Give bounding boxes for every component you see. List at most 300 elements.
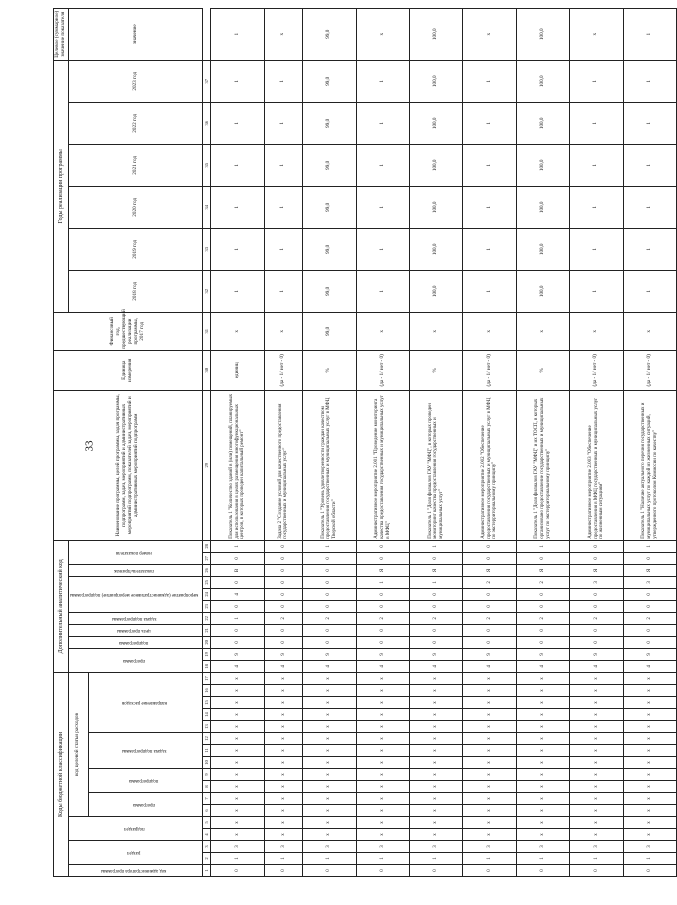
row-year-value: 99,0 [303, 186, 356, 228]
code-cell: x [211, 685, 264, 697]
code-cell: 1 [409, 540, 462, 552]
code-cell: x [264, 709, 302, 721]
code-cell: x [356, 805, 409, 817]
row-name: Показатель 1 "Уровень удовлетворенности граждан качеством предоставления государственных и муниципальных услуг в МФЦ Тверской области" [303, 390, 356, 540]
code-cell: x [211, 781, 264, 793]
code-cell: x [570, 817, 623, 829]
code-cell: 0 [570, 865, 623, 877]
header-year-2022: 2022 год [68, 102, 202, 144]
code-cell: 1 [516, 853, 569, 865]
column-number: 21 [203, 624, 211, 636]
code-cell: x [463, 769, 516, 781]
column-number: 29 [203, 390, 211, 540]
code-cell: x [623, 805, 677, 817]
row-unit: (да - 1/ нет - 0) [570, 350, 623, 390]
column-number: 23 [203, 600, 211, 612]
row-unit: % [516, 350, 569, 390]
code-cell: x [463, 672, 516, 684]
row-year-value: 1 [264, 186, 302, 228]
column-number: 18 [203, 660, 211, 672]
code-cell: x [303, 757, 356, 769]
code-cell: x [570, 745, 623, 757]
code-cell: 1 [356, 576, 409, 588]
code-cell: 1 [463, 853, 516, 865]
column-number: 24 [203, 588, 211, 600]
code-cell: 0 [516, 552, 569, 564]
code-cell: 9 [211, 648, 264, 660]
code-cell: 3 [516, 841, 569, 853]
header-fin-2017: Финансовый год, предшествующий реализации программы, 2017 год [54, 312, 203, 350]
code-cell: x [356, 685, 409, 697]
code-cell: 0 [303, 576, 356, 588]
row-unit: (да - 1/ нет - 0) [356, 350, 409, 390]
column-number: 1 [203, 865, 211, 877]
row-year-value: 100,0 [516, 270, 569, 312]
code-cell: 2 [264, 612, 302, 624]
row-unit: (да - 1/ нет - 0) [463, 350, 516, 390]
row-year-value: 100,0 [516, 228, 569, 270]
column-number: 31 [203, 312, 211, 350]
row-year-value: 1 [211, 228, 264, 270]
row-unit: единиц [211, 350, 264, 390]
code-cell: x [264, 793, 302, 805]
row-year-value: 100,0 [409, 270, 462, 312]
code-cell: 4 [264, 660, 302, 672]
column-number: 25 [203, 576, 211, 588]
code-cell: 0 [463, 624, 516, 636]
header-section [68, 841, 202, 865]
code-cell: Я [463, 564, 516, 576]
code-cell: 0 [303, 636, 356, 648]
code-cell: 0 [264, 576, 302, 588]
code-cell: 0 [264, 540, 302, 552]
code-cell: 1 [623, 540, 677, 552]
row-year-value: 100,0 [409, 144, 462, 186]
code-cell: x [303, 709, 356, 721]
code-cell: 0 [303, 865, 356, 877]
code-cell: x [409, 829, 462, 841]
code-cell: x [570, 805, 623, 817]
header-task-sub [88, 733, 202, 769]
row-year-value: 1 [623, 186, 677, 228]
row-year-value: 1 [356, 186, 409, 228]
code-cell: В [211, 564, 264, 576]
code-cell: 0 [303, 600, 356, 612]
code-cell: x [570, 721, 623, 733]
code-cell: 1 [264, 853, 302, 865]
row-unit: % [409, 350, 462, 390]
code-cell: x [463, 805, 516, 817]
code-cell: x [463, 793, 516, 805]
code-cell: 0 [463, 865, 516, 877]
code-cell: x [516, 745, 569, 757]
code-cell: 4 [570, 660, 623, 672]
code-cell: 1 [623, 853, 677, 865]
code-cell: 0 [356, 588, 409, 600]
code-cell: 0 [356, 636, 409, 648]
code-cell: x [463, 709, 516, 721]
row-year-value: 1 [356, 270, 409, 312]
code-cell: 0 [211, 552, 264, 564]
header-target-value: Целевое (суммарное) значение показателя [54, 8, 69, 60]
code-cell: x [516, 769, 569, 781]
row-year-value: 1 [623, 60, 677, 102]
code-cell: x [623, 781, 677, 793]
code-cell: x [211, 745, 264, 757]
code-cell: x [463, 697, 516, 709]
table-row [409, 8, 462, 876]
table-row [264, 8, 302, 876]
code-cell: x [463, 781, 516, 793]
code-cell: x [409, 769, 462, 781]
code-cell: x [570, 769, 623, 781]
column-number: 12 [203, 733, 211, 745]
row-year-value: 1 [211, 102, 264, 144]
column-number: 2 [203, 853, 211, 865]
code-cell: 0 [623, 588, 677, 600]
program-table [53, 8, 677, 877]
code-cell: 0 [623, 600, 677, 612]
column-number: 9 [203, 769, 211, 781]
row-year-value: 1 [264, 228, 302, 270]
header-direction-label: направление расходов [121, 700, 167, 706]
row-year-value: 1 [570, 186, 623, 228]
code-cell: x [356, 745, 409, 757]
code-cell: x [463, 817, 516, 829]
code-cell: 0 [463, 540, 516, 552]
code-cell: 0 [264, 624, 302, 636]
code-cell: x [211, 757, 264, 769]
code-cell: x [463, 685, 516, 697]
code-cell: x [409, 805, 462, 817]
code-cell: 0 [356, 552, 409, 564]
code-cell: x [264, 817, 302, 829]
table-row [356, 8, 409, 876]
code-cell: x [356, 817, 409, 829]
code-cell: x [303, 769, 356, 781]
code-cell: x [356, 757, 409, 769]
code-cell: 1 [409, 853, 462, 865]
column-number: 11 [203, 745, 211, 757]
row-name: Показатель 1 "Доля филиалов ГАУ "МФЦ", в которых проведен мониторинг качества предоставления государственных и муниципальных услуг" [409, 390, 462, 540]
table-row [516, 8, 569, 876]
code-cell: x [623, 721, 677, 733]
code-cell: x [356, 793, 409, 805]
header-task-sub-label: задача подпрограммы [121, 748, 167, 754]
code-cell: x [463, 745, 516, 757]
code-cell: 1 [409, 576, 462, 588]
row-target: x [570, 8, 623, 60]
row-fin-2017: x [516, 312, 569, 350]
code-cell: 2 [570, 612, 623, 624]
table-row [303, 8, 356, 876]
header-subprogram [88, 769, 202, 793]
rotated-table-wrapper [53, 10, 658, 877]
header-an-program [68, 648, 202, 672]
code-cell: 4 [211, 660, 264, 672]
code-cell: x [623, 793, 677, 805]
header-program-label: программа [133, 802, 156, 808]
row-name: Административное мероприятие 2.001 "Проведение мониторинга качества предоставления государственных и муниципальных услуг в МФЦ" [356, 390, 409, 540]
row-target: 100,0 [516, 8, 569, 60]
row-year-value: 1 [211, 270, 264, 312]
code-cell: x [409, 697, 462, 709]
column-number: 13 [203, 721, 211, 733]
code-cell: x [516, 829, 569, 841]
row-unit: (да - 1/ нет - 0) [623, 350, 677, 390]
code-cell: x [463, 721, 516, 733]
column-number-row [203, 8, 211, 876]
header-program [88, 793, 202, 817]
column-number: 35 [203, 144, 211, 186]
code-cell: x [516, 781, 569, 793]
code-cell: x [211, 805, 264, 817]
code-cell: x [356, 781, 409, 793]
row-name: Показатель 1 "Доля филиалов ГАУ "МФЦ" и их ТОСП, в которых организовано предоставление государственных и муниципальных услуг по экстерриториальному принципу" [516, 390, 569, 540]
code-cell: 4 [409, 660, 462, 672]
code-cell: 0 [303, 564, 356, 576]
row-target: x [264, 8, 302, 60]
header-section-label: раздел [127, 850, 141, 856]
row-target: 100,0 [409, 8, 462, 60]
code-cell: 4 [516, 660, 569, 672]
code-cell: 3 [570, 576, 623, 588]
code-cell: x [303, 793, 356, 805]
table-body [211, 8, 677, 876]
code-cell: 0 [516, 588, 569, 600]
row-year-value: 1 [211, 60, 264, 102]
code-cell: 1 [303, 853, 356, 865]
column-number: 20 [203, 636, 211, 648]
code-cell: 1 [516, 540, 569, 552]
code-cell: x [516, 697, 569, 709]
row-unit: % [303, 350, 356, 390]
code-cell: 0 [623, 552, 677, 564]
row-year-value: 1 [570, 60, 623, 102]
row-year-value: 99,0 [303, 102, 356, 144]
column-number: 8 [203, 781, 211, 793]
code-cell: 4 [463, 660, 516, 672]
header-an-program-label: программа [123, 658, 146, 664]
header-admin-code-label: код администратора программы [101, 868, 167, 874]
code-cell: Я [356, 564, 409, 576]
code-cell: x [516, 733, 569, 745]
header-an-goal-label: цель программы [117, 628, 151, 634]
code-cell: x [211, 672, 264, 684]
header-year-2018: 2018 год [68, 270, 202, 312]
row-year-value: 1 [356, 102, 409, 144]
row-year-value: 1 [356, 60, 409, 102]
code-cell: 2 [516, 576, 569, 588]
row-year-value: 1 [264, 144, 302, 186]
code-cell: x [463, 757, 516, 769]
row-year-value: 1 [623, 270, 677, 312]
header-an-measure [68, 576, 202, 612]
header-year-2020: 2020 год [68, 186, 202, 228]
code-cell: 3 [623, 576, 677, 588]
code-cell: x [570, 781, 623, 793]
code-cell: x [211, 793, 264, 805]
column-number: 28 [203, 540, 211, 552]
column-number: 32 [203, 270, 211, 312]
code-cell: 3 [211, 841, 264, 853]
row-year-value: 100,0 [516, 102, 569, 144]
code-cell: x [409, 793, 462, 805]
code-cell: x [264, 829, 302, 841]
table-row [570, 8, 623, 876]
column-number: 3 [203, 841, 211, 853]
row-year-value: 100,0 [516, 60, 569, 102]
code-cell: 9 [303, 648, 356, 660]
table-row [623, 8, 677, 876]
code-cell: 0 [516, 600, 569, 612]
code-cell: x [264, 721, 302, 733]
code-cell: 0 [303, 588, 356, 600]
row-year-value: 1 [570, 270, 623, 312]
code-cell: 1 [303, 540, 356, 552]
code-cell: 0 [516, 636, 569, 648]
code-cell: x [264, 672, 302, 684]
header-year-2019: 2019 год [68, 228, 202, 270]
code-cell: 0 [356, 600, 409, 612]
row-target: 1 [211, 8, 264, 60]
row-name: Показатель 1 "Количество зданий в (или) помещений, планируемых для использования в целях размещения многофункциональных центров, в которых проведен капитальный ремонт" [211, 390, 264, 540]
code-cell: 0 [264, 636, 302, 648]
code-cell: 0 [211, 624, 264, 636]
header-an-measure-label: мероприятие (административное мероприятие) подпрограммы [69, 592, 199, 598]
row-year-value: 1 [264, 60, 302, 102]
code-cell: Я [409, 564, 462, 576]
code-cell: 9 [463, 648, 516, 660]
code-cell: x [264, 697, 302, 709]
code-cell: 0 [516, 624, 569, 636]
header-an-number [68, 540, 202, 564]
column-number: 27 [203, 552, 211, 564]
code-cell: 0 [356, 540, 409, 552]
page-number: 33 [83, 440, 96, 452]
column-number: 5 [203, 817, 211, 829]
code-cell: 0 [264, 600, 302, 612]
code-cell: 2 [409, 612, 462, 624]
row-year-value: 99,0 [303, 144, 356, 186]
row-fin-2017: x [623, 312, 677, 350]
row-name: Административное мероприятие 2.002 "Обеспечение предоставления государственных и муниципальных услуг в МФЦ по экстерриториальному принципу" [463, 390, 516, 540]
code-cell: x [409, 672, 462, 684]
code-cell: x [303, 745, 356, 757]
code-cell: 0 [211, 865, 264, 877]
row-fin-2017: x [356, 312, 409, 350]
row-year-value: 100,0 [516, 186, 569, 228]
code-cell: x [356, 733, 409, 745]
code-cell: x [570, 733, 623, 745]
row-year-value: 1 [570, 228, 623, 270]
header-budget-code: Коды бюджетной классификации [54, 672, 69, 876]
code-cell: 2 [516, 612, 569, 624]
row-year-value: 1 [356, 228, 409, 270]
code-cell: 0 [409, 552, 462, 564]
code-cell: x [303, 805, 356, 817]
code-cell: 0 [570, 624, 623, 636]
code-cell: 4 [356, 660, 409, 672]
row-fin-2017: x [264, 312, 302, 350]
code-cell: x [303, 829, 356, 841]
code-cell: x [303, 817, 356, 829]
code-cell: Я [516, 564, 569, 576]
row-unit: (да - 1/ нет - 0) [264, 350, 302, 390]
row-fin-2017: x [570, 312, 623, 350]
table-row [211, 8, 264, 876]
row-year-value: 99,0 [303, 270, 356, 312]
column-number: 10 [203, 757, 211, 769]
code-cell: x [303, 672, 356, 684]
code-cell: x [623, 829, 677, 841]
code-cell: 0 [264, 588, 302, 600]
header-an-subprogram-label: подпрограмма [119, 640, 149, 646]
header-row-1 [54, 8, 69, 876]
code-cell: x [356, 672, 409, 684]
row-year-value: 1 [356, 144, 409, 186]
code-cell: 1 [211, 540, 264, 552]
code-cell: x [264, 685, 302, 697]
code-cell: 3 [463, 841, 516, 853]
code-cell: x [264, 769, 302, 781]
code-cell: x [516, 757, 569, 769]
code-cell: x [356, 709, 409, 721]
code-cell: 0 [211, 636, 264, 648]
code-cell: 0 [463, 588, 516, 600]
row-year-value: 1 [570, 102, 623, 144]
row-year-value: 1 [211, 144, 264, 186]
code-cell: x [409, 757, 462, 769]
column-number: 30 [203, 350, 211, 390]
header-an-indicator [68, 564, 202, 576]
row-fin-2017: x [463, 312, 516, 350]
code-cell: x [409, 745, 462, 757]
row-year-value: 100,0 [516, 144, 569, 186]
column-number: 4 [203, 829, 211, 841]
column-number: 22 [203, 612, 211, 624]
code-cell: x [623, 817, 677, 829]
code-cell: x [211, 817, 264, 829]
code-cell: 4 [303, 660, 356, 672]
code-cell: x [211, 769, 264, 781]
code-cell: x [570, 793, 623, 805]
code-cell: 0 [623, 636, 677, 648]
row-year-value: 100,0 [409, 102, 462, 144]
code-cell: 1 [356, 853, 409, 865]
row-year-value: 100,0 [409, 60, 462, 102]
code-cell: x [516, 721, 569, 733]
code-cell: 0 [303, 552, 356, 564]
code-cell: x [409, 721, 462, 733]
header-an-goal [68, 624, 202, 636]
code-cell: x [211, 697, 264, 709]
row-year-value: 1 [463, 270, 516, 312]
header-name: Наименование программы, целей программы, задач программы, подпрограмм, задач, мероприятий и административных мероприятий подпрограмм, показателей задач, мероприятий и административных мероприятий подпрограмм [54, 390, 203, 540]
column-number: 17 [203, 672, 211, 684]
code-cell: x [516, 793, 569, 805]
row-name: Задача 2 "Создание условий для качественного предоставления государственных и муниципальных услуг" [264, 390, 302, 540]
column-number: 16 [203, 685, 211, 697]
table-row [463, 8, 516, 876]
code-cell: 3 [570, 841, 623, 853]
header-admin-code [68, 865, 202, 877]
row-year-value: 1 [463, 186, 516, 228]
code-cell: 1 [211, 612, 264, 624]
code-cell: x [516, 817, 569, 829]
row-fin-2017: x [409, 312, 462, 350]
row-target: 1 [623, 8, 677, 60]
